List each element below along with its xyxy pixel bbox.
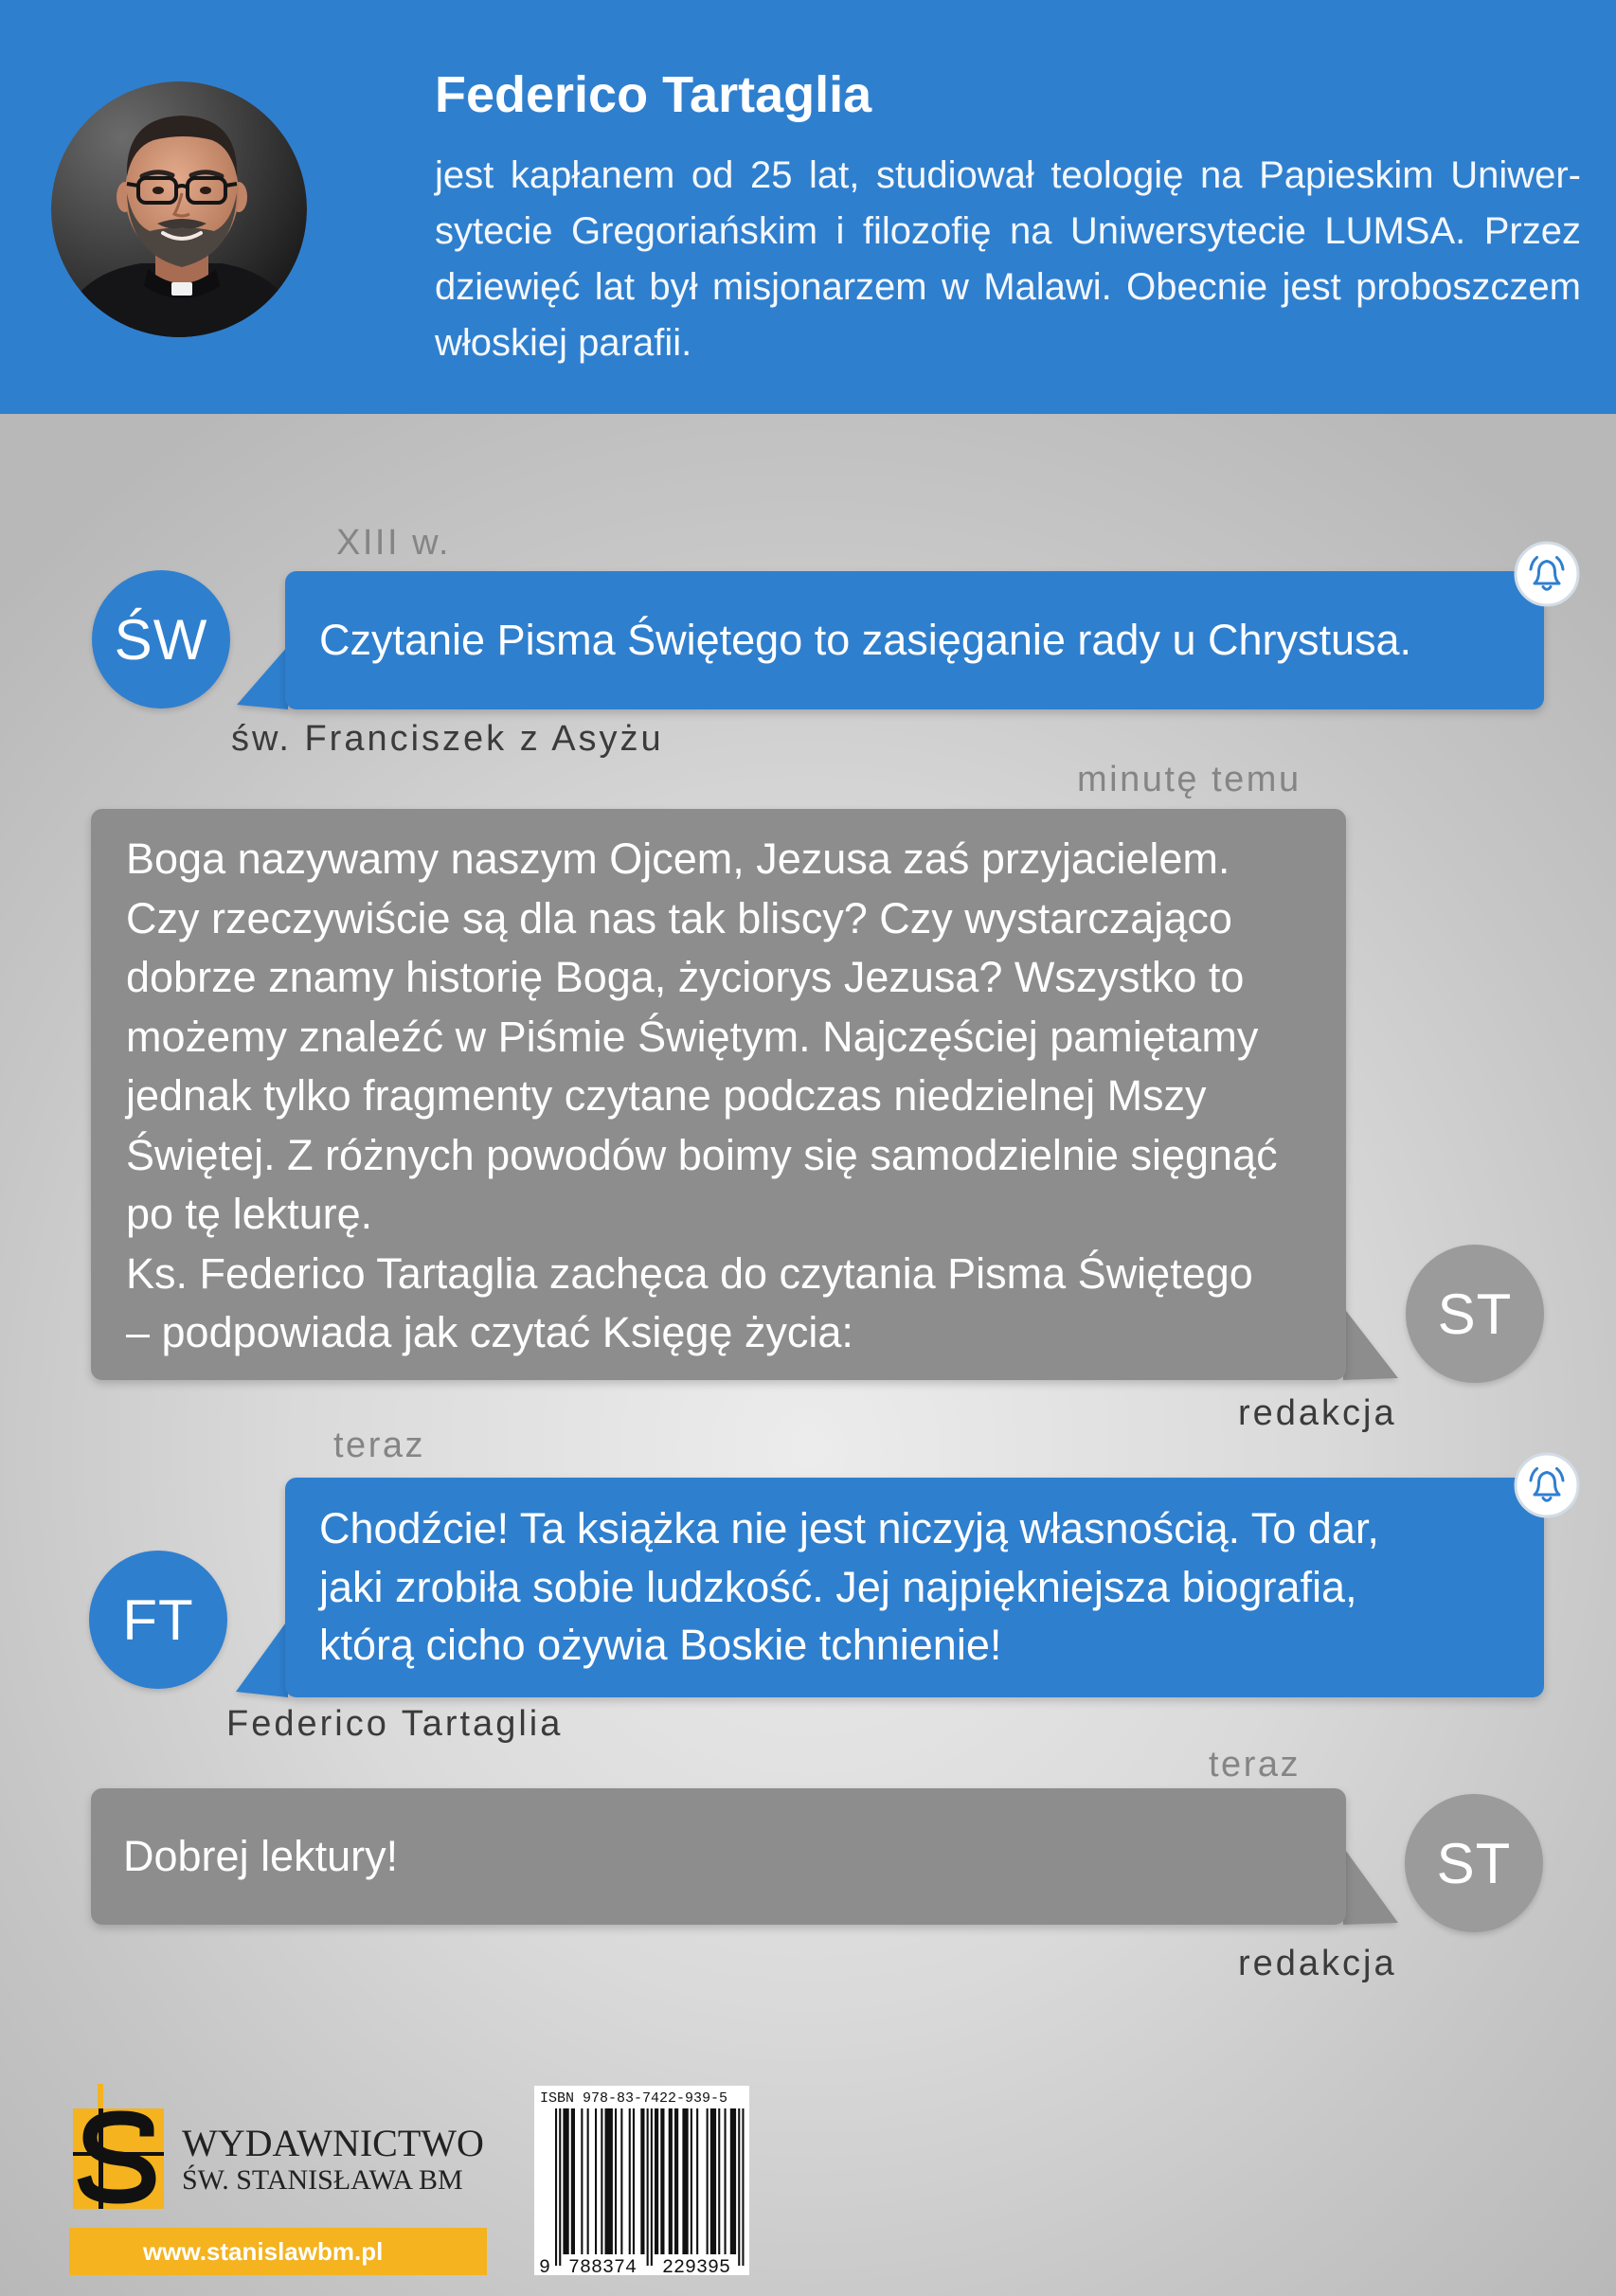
bio-line: włoskiej parafii. xyxy=(435,322,692,364)
barcode-bar xyxy=(738,2108,740,2266)
message-bubble xyxy=(285,571,1544,709)
barcode-bar xyxy=(595,2108,597,2254)
message-text: Czy rzeczywiście są dla nas tak bliscy? Czy wystarczająco xyxy=(126,893,1232,942)
barcode-bar xyxy=(629,2108,631,2254)
bio-line: sytecie Gregoriańskim i filozofię na Uniwersytecie LUMSA. Przez xyxy=(435,210,1581,252)
message-text: Świętej. Z różnych powodów boimy się samodzielnie sięgnąć xyxy=(126,1130,1278,1179)
message-sender: Federico Tartaglia xyxy=(226,1704,564,1744)
barcode-bar xyxy=(669,2108,673,2254)
message-text: po tę lekturę. xyxy=(126,1190,373,1238)
barcode-bar xyxy=(742,2108,744,2266)
publisher-subname: ŚW. STANISŁAWA BM xyxy=(182,2164,463,2196)
bell-icon xyxy=(1513,1451,1581,1519)
author-name: Federico Tartaglia xyxy=(435,66,872,123)
author-photo xyxy=(51,81,307,337)
bubble-tail xyxy=(1339,1842,1402,1928)
avatar: FT xyxy=(89,1551,227,1689)
message-bubble xyxy=(285,1478,1544,1697)
bubble-tail xyxy=(232,1615,291,1700)
barcode-bar xyxy=(559,2108,561,2266)
barcode-left-digits: 788374 xyxy=(567,2257,637,2275)
message-bubble xyxy=(91,809,1346,1380)
author-header xyxy=(0,0,1616,414)
bubble-tail xyxy=(1339,1302,1402,1382)
message-text: dobrze znamy historię Boga, życiorys Jezusa? Wszystko to xyxy=(126,953,1245,1001)
message-text: możemy znaleźć w Piśmie Świętym. Najczęściej pamiętamy xyxy=(126,1012,1259,1061)
barcode-bar xyxy=(655,2108,658,2254)
isbn-text: ISBN 978-83-7422-939-5 xyxy=(540,2090,728,2107)
message-sender: redakcja xyxy=(1238,1393,1397,1433)
bubble-tail xyxy=(232,639,291,711)
barcode-bar xyxy=(682,2108,688,2254)
message-sender: św. Franciszek z Asyżu xyxy=(231,719,664,759)
barcode-bar xyxy=(571,2108,575,2254)
barcode-bar xyxy=(730,2108,736,2254)
barcode-bar xyxy=(620,2108,622,2254)
barcode-bar xyxy=(615,2108,617,2254)
avatar: ST xyxy=(1405,1794,1543,1932)
message-text: jednak tylko fragmenty czytane podczas niedzielnej Mszy xyxy=(126,1071,1207,1120)
bio-line: dziewięć lat był misjonarzem w Malawi. Obecnie jest proboszczem xyxy=(435,266,1581,308)
avatar: ŚW xyxy=(92,570,230,709)
message-time: XIII w. xyxy=(336,523,451,563)
author-bio xyxy=(435,148,1581,371)
barcode-bar xyxy=(651,2108,653,2266)
barcode-bar xyxy=(555,2108,557,2266)
barcode-bar xyxy=(605,2108,613,2254)
message-time: teraz xyxy=(333,1426,425,1465)
publisher-name: WYDAWNICTWO xyxy=(182,2122,484,2164)
barcode-bar xyxy=(707,2108,709,2254)
message-text: – podpowiada jak czytać Księgę życia: xyxy=(126,1308,853,1356)
publisher-website: www.stanislawbm.pl xyxy=(69,2228,487,2275)
message-text: jaki zrobiła sobie ludzkość. Jej najpiękniejsza biografia, xyxy=(319,1562,1357,1611)
message-time: teraz xyxy=(1209,1745,1301,1785)
message-text: którą cicho ożywia Boskie tchnienie! xyxy=(319,1621,1002,1669)
message-text: Dobrej lektury! xyxy=(123,1832,399,1880)
barcode-bar xyxy=(601,2108,602,2254)
message-text: Chodźcie! Ta książka nie jest niczyją własnością. To dar, xyxy=(319,1504,1379,1552)
barcode-bar xyxy=(587,2108,589,2254)
message-text: Ks. Federico Tartaglia zachęca do czytania Pisma Świętego xyxy=(126,1248,1253,1298)
barcode-bar xyxy=(647,2108,649,2266)
message-time: minutę temu xyxy=(1077,760,1302,799)
barcode-right-digits: 229395 xyxy=(661,2257,731,2275)
barcode-bar xyxy=(633,2108,635,2254)
message-sender: redakcja xyxy=(1238,1944,1397,1983)
barcode-bar xyxy=(725,2108,727,2254)
message-bubble xyxy=(91,1788,1346,1925)
message-text: Czytanie Pisma Świętego to zasięganie rady u Chrystusa. xyxy=(319,616,1412,664)
barcode-bar xyxy=(718,2108,720,2254)
barcode-bar xyxy=(640,2108,644,2254)
message-text: Boga nazywamy naszym Ojcem, Jezusa zaś przyjacielem. xyxy=(126,834,1230,883)
avatar: ST xyxy=(1406,1245,1544,1383)
publisher-logo-icon xyxy=(73,2084,168,2212)
barcode-bar xyxy=(710,2108,716,2254)
barcode-bar xyxy=(660,2108,664,2254)
author-portrait xyxy=(51,81,307,337)
barcode-bar xyxy=(696,2108,698,2254)
isbn-barcode xyxy=(534,2086,749,2275)
barcode-bar xyxy=(581,2108,583,2254)
bell-icon xyxy=(1513,540,1581,608)
bio-line: jest kapłanem od 25 lat, studiował teologię na Papieskim Uniwer- xyxy=(435,154,1581,196)
barcode-first-digit: 9 xyxy=(539,2257,551,2275)
barcode-bar xyxy=(563,2108,568,2254)
barcode-bar xyxy=(674,2108,678,2254)
barcode-bar xyxy=(691,2108,692,2254)
